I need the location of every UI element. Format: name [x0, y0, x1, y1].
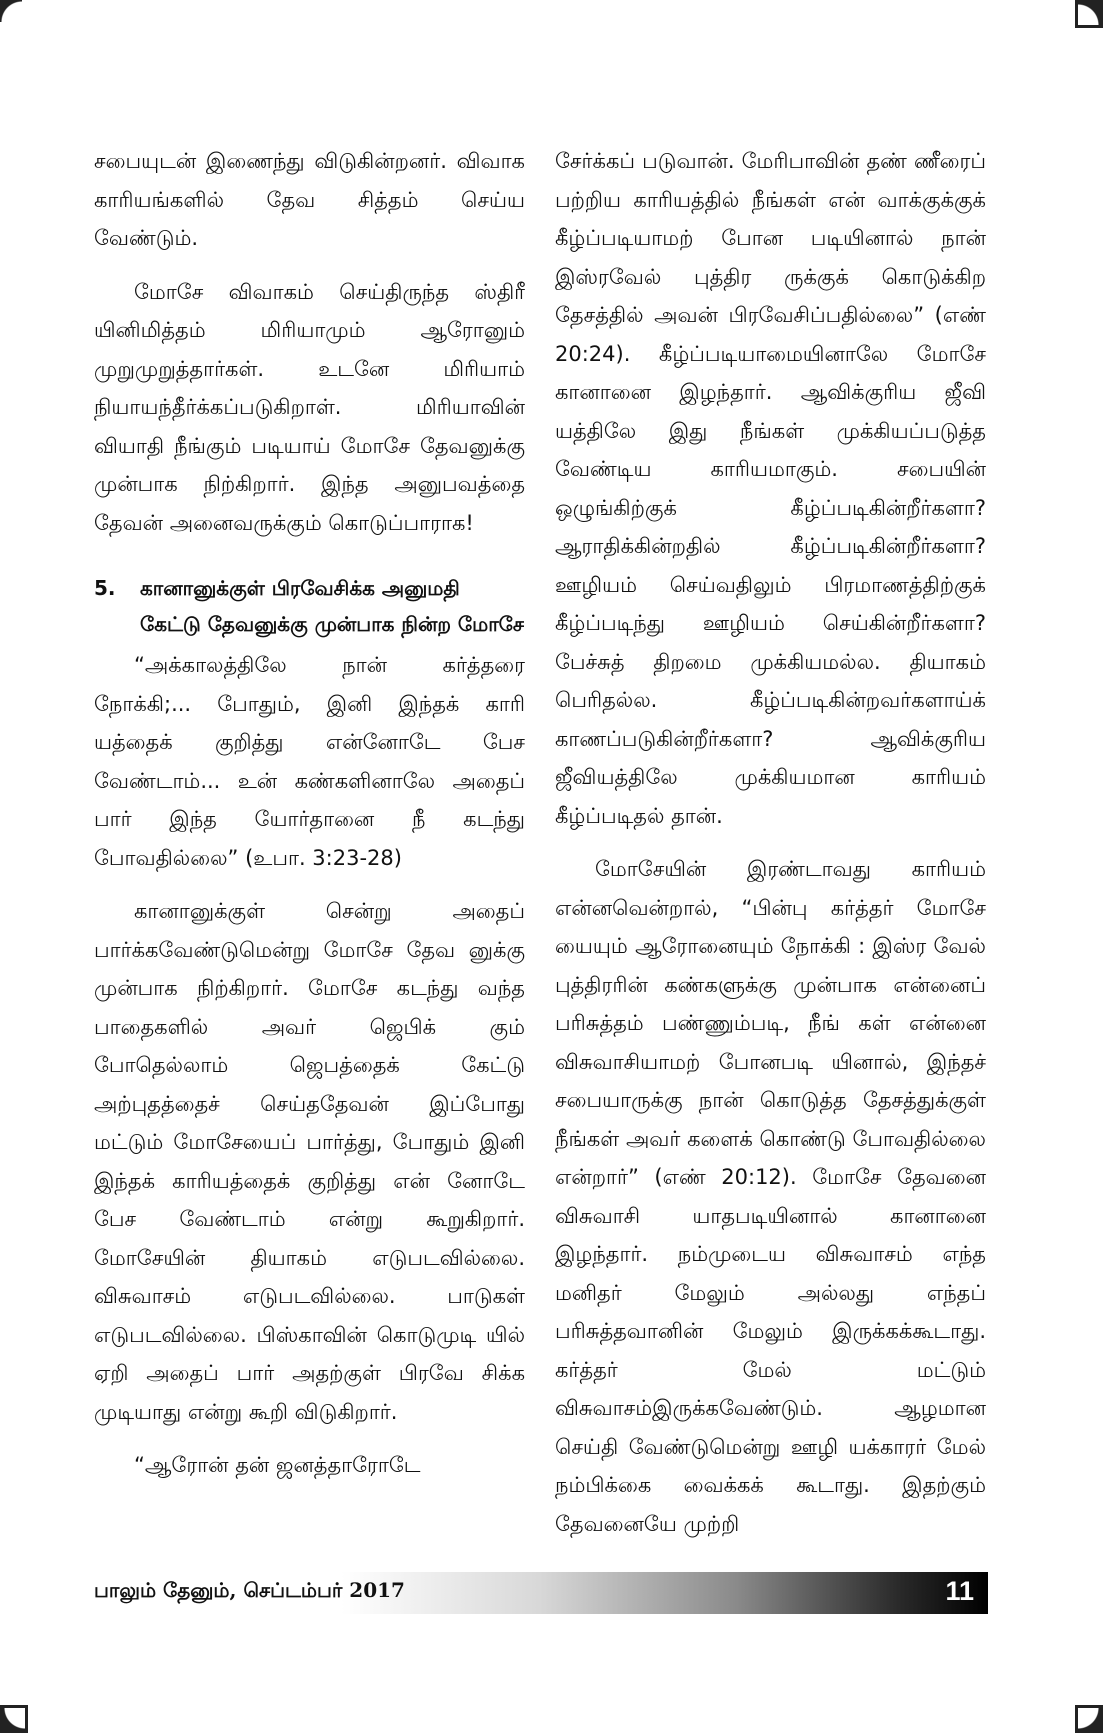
right-column — [555, 142, 986, 1558]
corner-mark-top-left — [0, 0, 22, 22]
section-heading — [94, 570, 525, 642]
paragraph: சேர்க்கப் படுவான். மேரிபாவின் தண் ணீரைப் பற்றிய காரியத்தில் நீங்கள் என் வாக்குக்குக் கீழ்ப்படியாமற் போன படியினால் நான் இஸ்ரவேல் புத்திர ருக்குக் கொடுக்கிற தேசத்தில் அவன் பிரவேசிப்பதில்லை” (எண் 20:24). கீழ்ப்படியாமையினாலே மோசே கானானை இழந்தார். ஆவிக்குரிய ஜீவி யத்திலே இது நீங்கள் முக்கியப்படுத்த வேண்டிய காரியமாகும். சபையின் ஒழுங்கிற்குக் கீழ்ப்படிகின்றீர்களா? ஆராதிக்கின்றதில் கீழ்ப்படிகின்றீர்களா? ஊழியம் செய்வதிலும் பிரமாணத்திற்குக் கீழ்ப்படிந்து ஊழியம் செய்கின்றீர்களா? பேச்சுத் திறமை முக்கியமல்ல. தியாகம் பெரிதல்ல. கீழ்ப்படிகின்றவர்களாய்க் காணப்படுகின்றீர்களா? ஆவிக்குரிய ஜீவியத்திலே முக்கியமான காரியம் கீழ்ப்படிதல் தான். — [555, 149, 986, 828]
paragraph: “ஆரோன் தன் ஜனத்தாரோடே — [134, 1453, 421, 1477]
corner-mark-bottom-right — [1075, 1705, 1103, 1733]
paragraph: மோசே விவாகம் செய்திருந்த ஸ்திரீ யினிமித்தம் மிரியாமும் ஆரோனும் முறுமுறுத்தார்கள். உடனே மிரியாம் நியாயந்தீர்க்கப்படுகிறாள். மிரியாவின் வியாதி நீங்கும் படியாய் மோசே தேவனுக்கு முன்பாக நிற்கிறார். இந்த அனுபவத்தை தேவன் அனைவருக்கும் கொடுப்பாராக! — [94, 279, 525, 535]
quote-paragraph: “அக்காலத்திலே நான் கர்த்தரை நோக்கி;... போதும், இனி இந்தக் காரி யத்தைக் குறித்து என்னோடே பேச வேண்டாம்... உன் கண்களினாலே அதைப் பார் இந்த யோர்தானை நீ கடந்து போவதில்லை” (உபா. 3:23-28) — [94, 653, 525, 870]
paragraph: கானானுக்குள் சென்று அதைப் பார்க்கவேண்டுமென்று மோசே தேவ னுக்கு முன்பாக நிற்கிறார். மோசே கடந்து வந்த பாதைகளில் அவர் ஜெபிக் கும் போதெல்லாம் ஜெபத்தைக் கேட்டு அற்புதத்தைச் செய்ததேவன் இப்போது மட்டும் மோசேயைப் பார்த்து, போதும் இனி இந்தக் காரியத்தைக் குறித்து என் னோடே பேச வேண்டாம் என்று கூறுகிறார். மோசேயின் தியாகம் எடுபடவில்லை. விசுவாசம் எடுபடவில்லை. பாடுகள் எடுபடவில்லை. பிஸ்காவின் கொடுமுடி யில் ஏறி அதைப் பார் அதற்குள் பிரவே சிக்க முடியாது என்று கூறி விடுகிறார். — [94, 899, 525, 1424]
page-number: 11 — [945, 1576, 974, 1606]
paragraph: சபையுடன் இணைந்து விடுகின்றனர். விவாக காரியங்களில் தேவ சித்தம் செய்ய வேண்டும். — [94, 149, 525, 250]
section-title: கானானுக்குள் பிரவேசிக்க அனுமதி கேட்டு தேவனுக்கு முன்பாக நின்ற மோசே — [140, 576, 524, 636]
section-number: 5. — [94, 576, 116, 600]
left-column — [94, 142, 525, 1500]
publication-title: பாலும் தேனும், செப்டம்பர் 2017 — [94, 1578, 405, 1602]
paragraph: மோசேயின் இரண்டாவது காரியம் என்னவென்றால், “பின்பு கர்த்தர் மோசே யையும் ஆரோனையும் நோக்கி : இஸ்ர வேல் புத்திரரின் கண்களுக்கு முன்பாக என்னைப் பரிசுத்தம் பண்ணும்படி, நீங் கள் என்னை விசுவாசியாமற் போனபடி யினால், இந்தச் சபையாருக்கு நான் கொடுத்த தேசத்துக்குள் நீங்கள் அவர் களைக் கொண்டு போவதில்லை என்றார்” (எண் 20:12). மோசே தேவனை விசுவாசி யாதபடியினால் கானானை இழந்தார். நம்முடைய விசுவாசம் எந்த மனிதர் மேலும் அல்லது எந்தப் பரிசுத்தவானின் மேலும் இருக்கக்கூடாது. கர்த்தர் மேல் மட்டும் விசுவாசம்இருக்கவேண்டும். ஆழமான செய்தி வேண்டுமென்று ஊழி யக்காரர் மேல் நம்பிக்கை வைக்கக் கூடாது. இதற்கும் தேவனையே முற்றி — [555, 857, 986, 1536]
corner-mark-top-right — [1075, 0, 1103, 28]
page-footer — [90, 1572, 988, 1614]
corner-mark-bottom-left — [0, 1705, 28, 1733]
